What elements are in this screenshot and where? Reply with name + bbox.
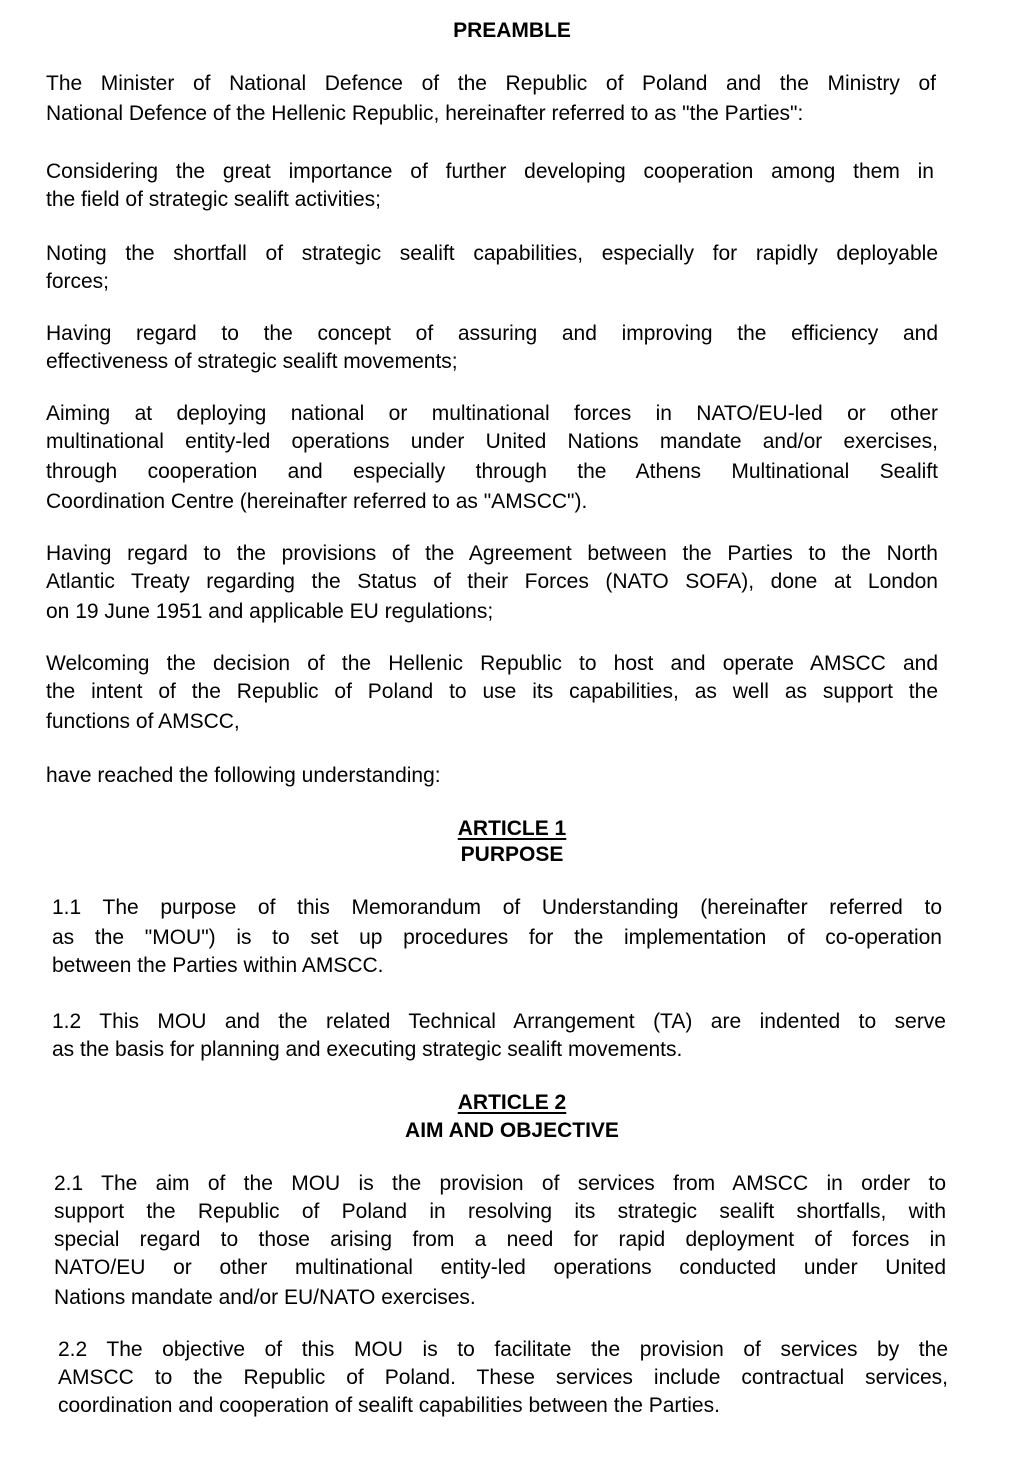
preamble-p2-line1: Considering the great importance of further developing cooperation among them in: [46, 160, 934, 183]
preamble-p4-line2: effectiveness of strategic sealift movements;: [46, 350, 458, 373]
article1-number: ARTICLE 1: [457, 817, 567, 840]
preamble-p3-line2: forces;: [46, 270, 110, 293]
article1-p2-line2: as the basis for planning and executing strategic sealift movements.: [52, 1038, 683, 1061]
preamble-p6-line1: Having regard to the provisions of the Agreement between the Parties to the North: [46, 542, 938, 565]
article2-title: AIM AND OBJECTIVE: [405, 1119, 619, 1142]
preamble-p5-line2: multinational entity-led operations under United Nations mandate and/or exercises,: [46, 430, 938, 453]
article1-p2-line1: 1.2 This MOU and the related Technical Arrangement (TA) are indented to serve: [52, 1010, 946, 1033]
preamble-p7-line3: functions of AMSCC,: [46, 710, 240, 733]
article2-number: ARTICLE 2: [457, 1091, 567, 1114]
article2-p2-line3: coordination and cooperation of sealift capabilities between the Parties.: [58, 1394, 720, 1417]
article1-p1-line1: 1.1 The purpose of this Memorandum of Understanding (hereinafter referred to: [52, 896, 942, 919]
preamble-p1-line1: The Minister of National Defence of the Republic of Poland and the Ministry of: [46, 72, 936, 95]
preamble-p2-line2: the field of strategic sealift activities;: [46, 188, 381, 211]
article2-p2-line1: 2.2 The objective of this MOU is to facilitate the provision of services by the: [58, 1338, 948, 1361]
preamble-p1-line2: National Defence of the Hellenic Republic, hereinafter referred to as "the Parties":: [46, 102, 804, 125]
article2-p1-line4: NATO/EU or other multinational entity-led operations conducted under United: [54, 1256, 946, 1279]
preamble-p5-line3: through cooperation and especially through the Athens Multinational Sealift: [46, 460, 938, 483]
preamble-p3-line1: Noting the shortfall of strategic sealift capabilities, especially for rapidly deployable: [46, 242, 938, 265]
preamble-p8-line1: have reached the following understanding:: [46, 764, 441, 787]
preamble-p6-line2: Atlantic Treaty regarding the Status of their Forces (NATO SOFA), done at London: [46, 570, 938, 593]
preamble-p5-line1: Aiming at deploying national or multinational forces in NATO/EU-led or other: [46, 402, 938, 425]
article2-p1-line5: Nations mandate and/or EU/NATO exercises.: [54, 1286, 476, 1309]
article1-p1-line3: between the Parties within AMSCC.: [52, 954, 384, 977]
preamble-p5-line4: Coordination Centre (hereinafter referred to as "AMSCC").: [46, 490, 588, 513]
preamble-p7-line2: the intent of the Republic of Poland to use its capabilities, as well as support the: [46, 680, 938, 703]
article2-p1-line1: 2.1 The aim of the MOU is the provision of services from AMSCC in order to: [54, 1172, 946, 1195]
article1-p1-line2: as the "MOU") is to set up procedures for the implementation of co-operation: [52, 926, 942, 949]
article2-p1-line2: support the Republic of Poland in resolving its strategic sealift shortfalls, with: [54, 1200, 946, 1223]
preamble-p6-line3: on 19 June 1951 and applicable EU regulations;: [46, 600, 494, 623]
article2-p1-line3: special regard to those arising from a need for rapid deployment of forces in: [54, 1228, 946, 1251]
article2-p2-line2: AMSCC to the Republic of Poland. These services include contractual services,: [58, 1366, 948, 1389]
preamble-p7-line1: Welcoming the decision of the Hellenic Republic to host and operate AMSCC and: [46, 652, 938, 675]
preamble-p4-line1: Having regard to the concept of assuring and improving the efficiency and: [46, 322, 938, 345]
preamble-title: PREAMBLE: [453, 19, 571, 42]
article1-title: PURPOSE: [460, 843, 564, 866]
